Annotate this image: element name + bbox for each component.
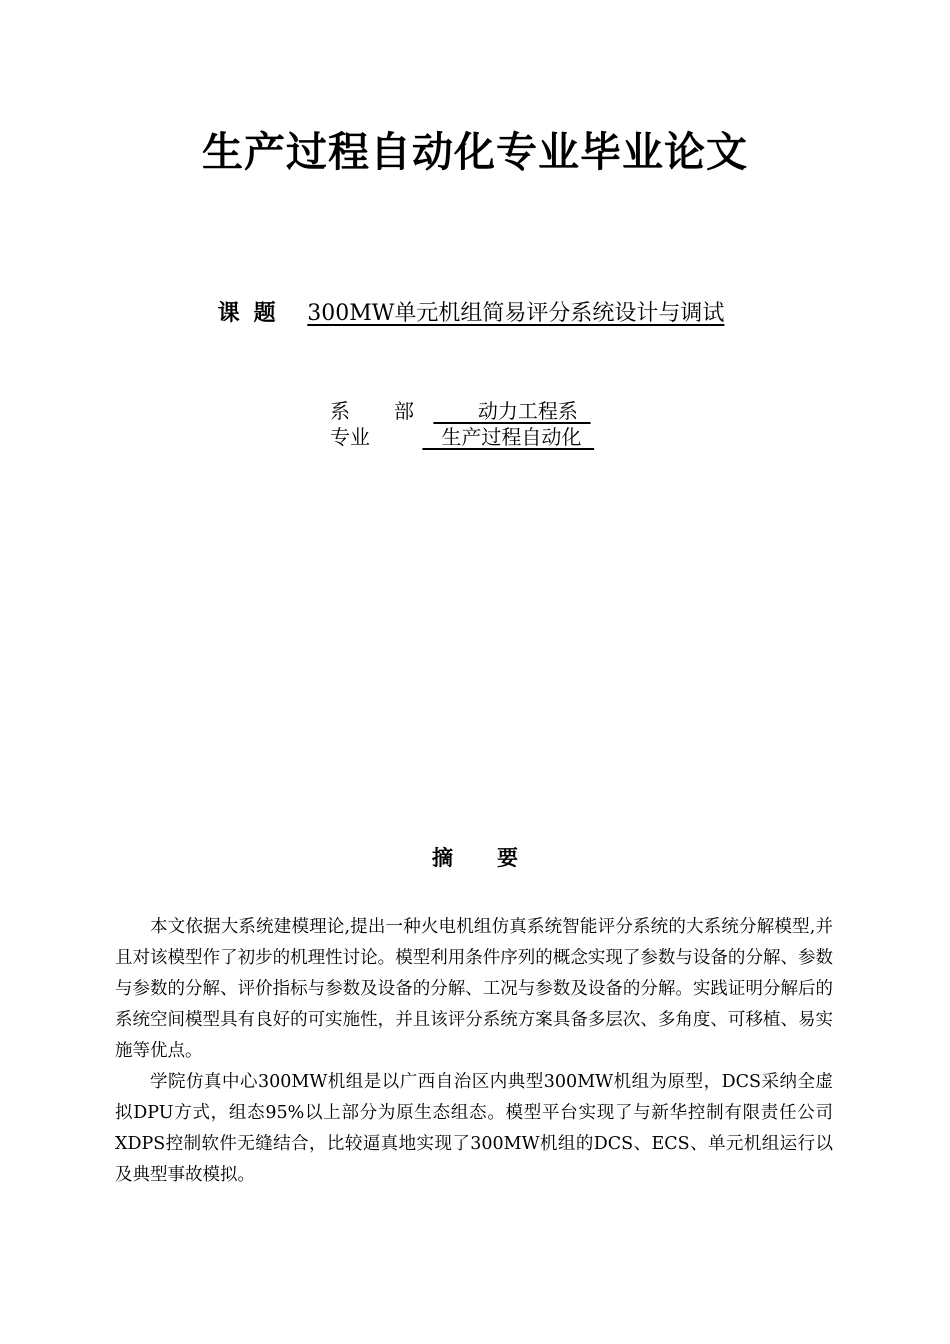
department-label: 系部 <box>330 399 458 423</box>
major-label: 专业 <box>330 425 370 449</box>
topic-label: 课题 <box>217 300 290 326</box>
department-row <box>330 398 591 424</box>
topic-value: 300MW单元机组简易评分系统设计与调试 <box>307 301 725 326</box>
document-title: 生产过程自动化专业毕业论文 <box>202 128 748 176</box>
abstract-heading <box>0 842 950 874</box>
abstract-paragraph-1: 本文依据大系统建模理论,提出一种火电机组仿真系统智能评分系统的大系统分解模型,并且对该模型作了初步的机理性讨论。模型利用条件序列的概念实现了参数与设备的分解、参数与参数的分解、评价指标与参数及设备的分解、工况与参数及设备的分解。实践证明分解后的系统空间模型具有良好的可实施性，并且该评分系统方案具备多层次、多角度、可移植、易实施等优点。 <box>115 917 833 1061</box>
major-row <box>330 424 594 450</box>
major-value: 生产过程自动化 <box>422 425 595 449</box>
department-value: 动力工程系 <box>433 399 591 423</box>
abstract-body <box>115 912 833 1191</box>
abstract-heading-text: 摘要 <box>432 846 562 870</box>
topic-row <box>0 296 950 331</box>
abstract-paragraph-2: 学院仿真中心300MW机组是以广西自治区内典型300MW机组为原型，DCS采纳全虚拟DPU方式，组态95%以上部分为原生态组态。模型平台实现了与新华控制有限责任公司XDPS控制软件无缝结合，比较逼真地实现了300MW机组的DCS、ECS、单元机组运行以及典型事故模拟。 <box>115 1072 833 1185</box>
